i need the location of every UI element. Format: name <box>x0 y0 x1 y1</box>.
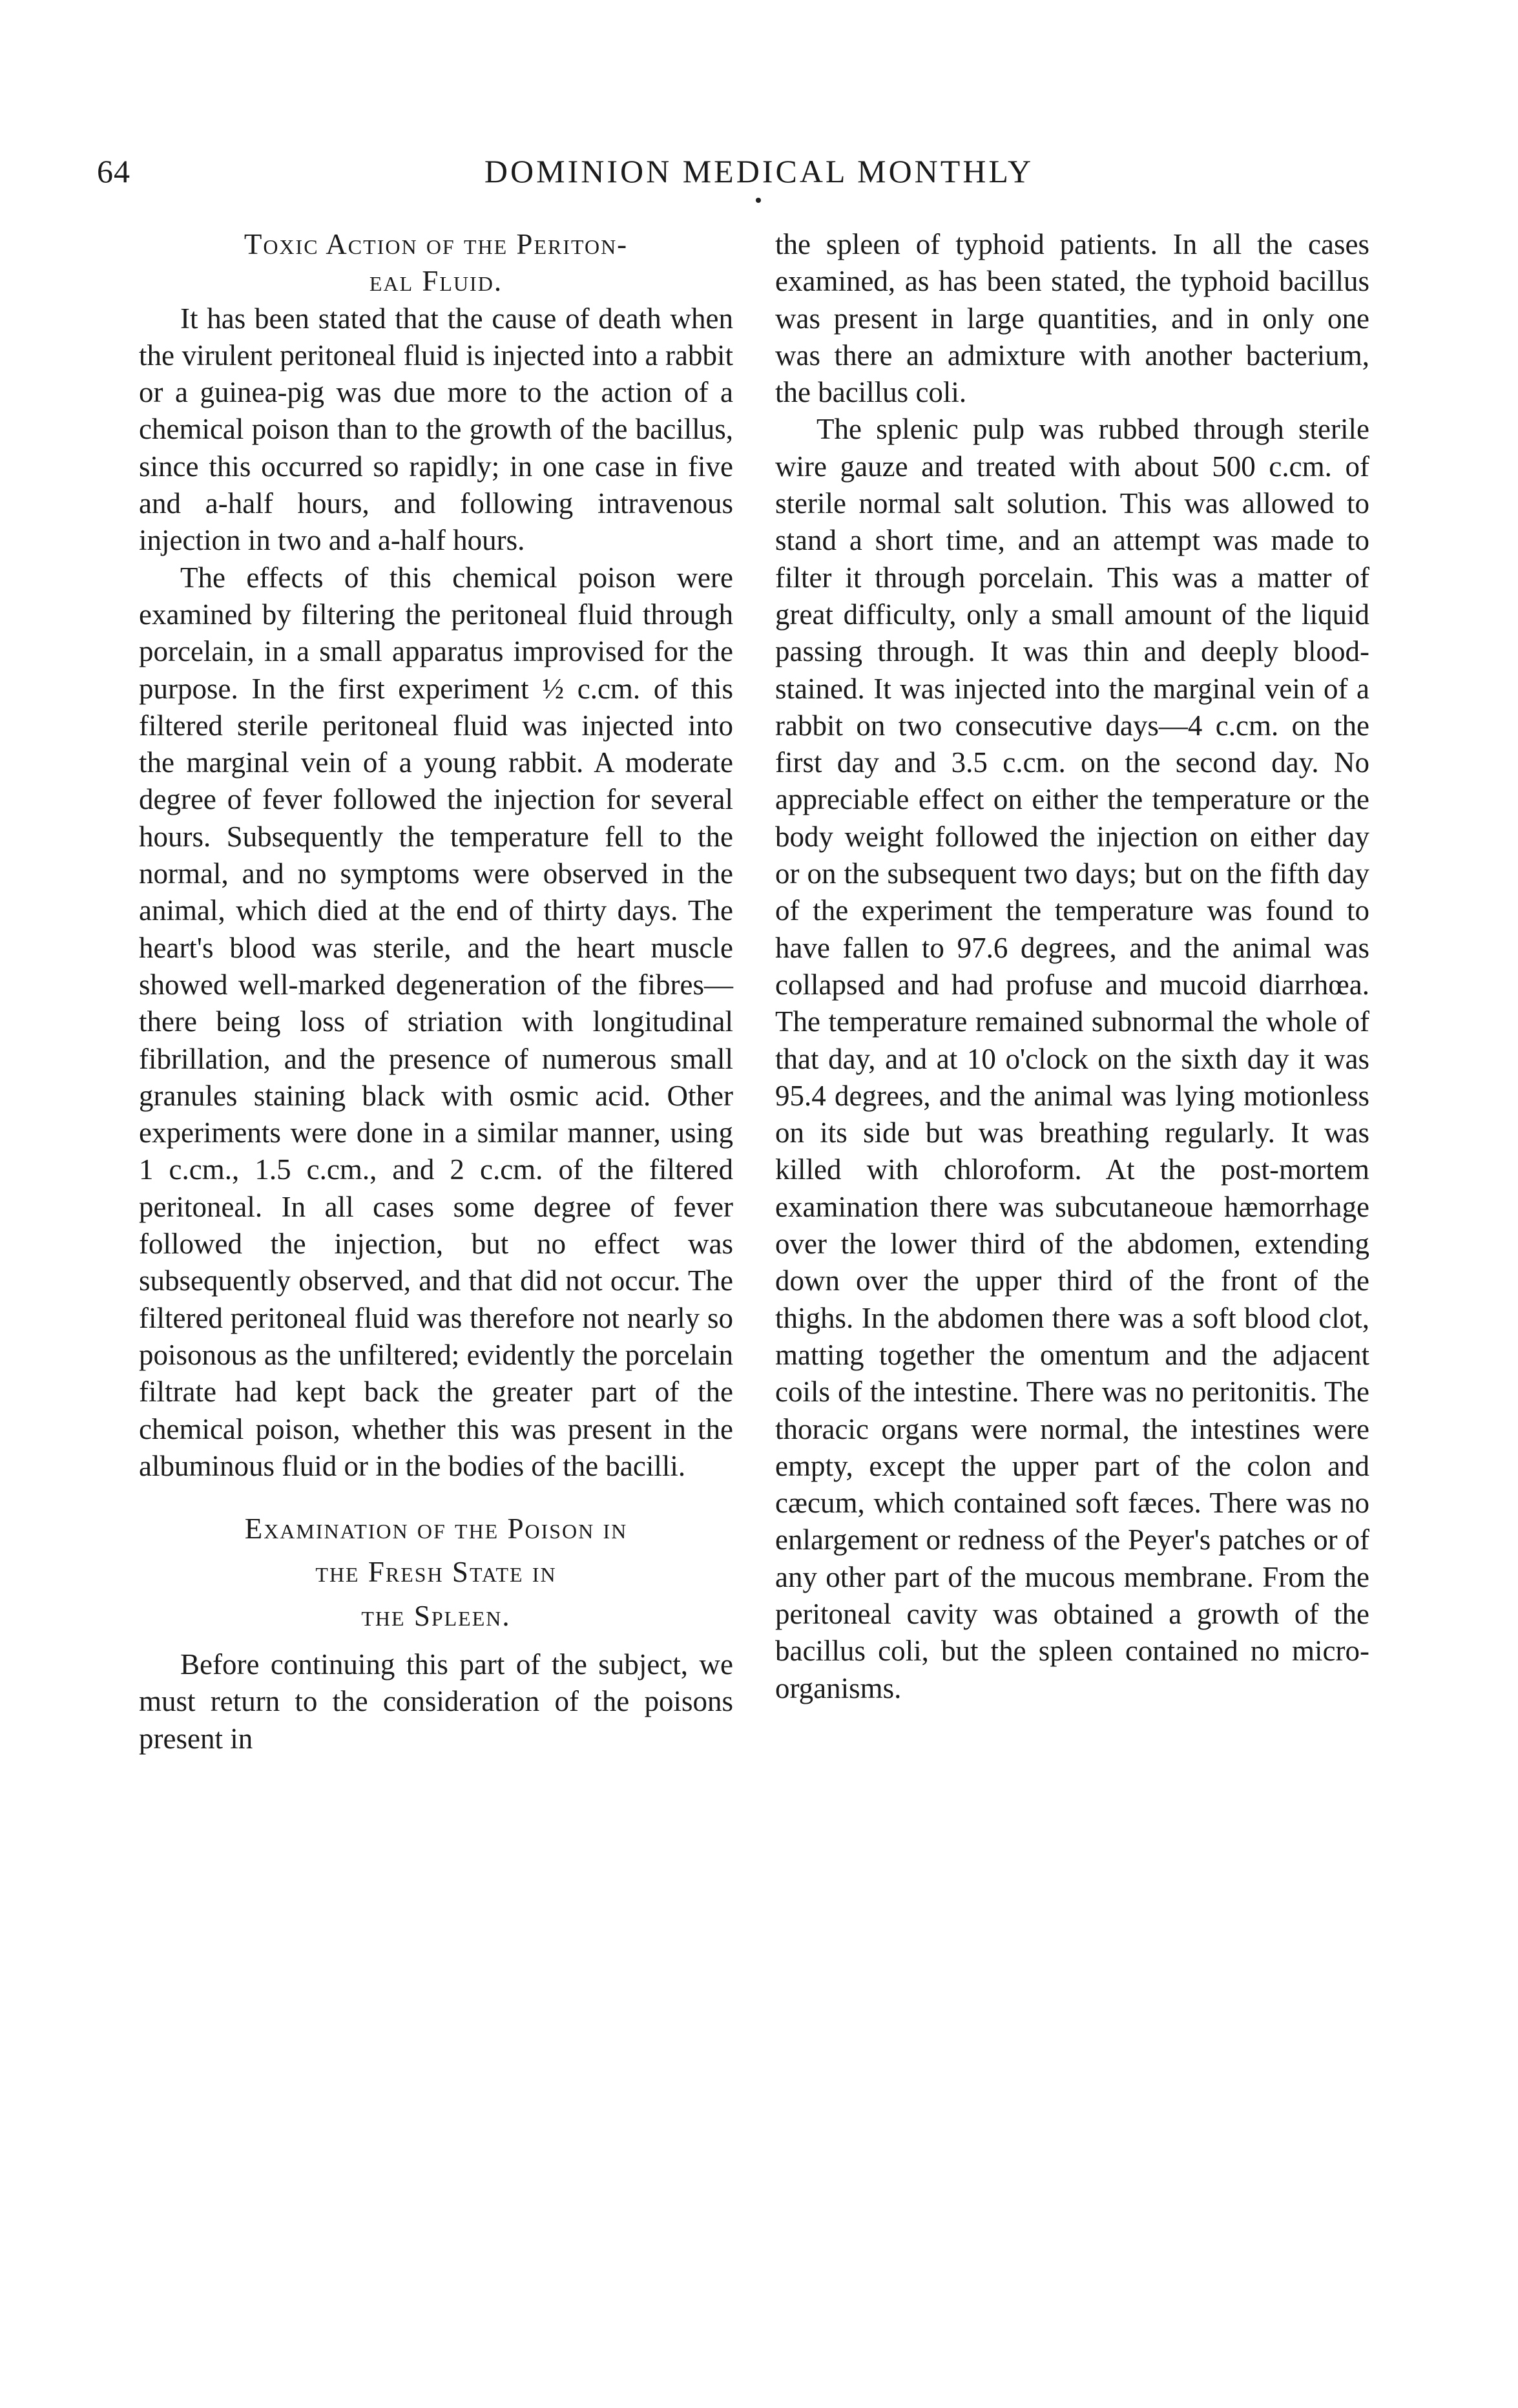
section-heading-line: the Spleen. <box>361 1599 511 1632</box>
section-heading-line: Examination of the Poison in <box>244 1513 628 1545</box>
section-heading-examination <box>139 1511 733 1635</box>
section-heading-line: the Fresh State in <box>315 1556 557 1589</box>
paragraph: It has been stated that the cause of death when the virulent peritoneal fluid is injected into a rabbit or a guinea-pig was due more to the action of a chemical poison than to the growth of the bacillus, since this occurred so rapidly; in one case in five and a-half hours, and following intravenous injection in two and a-half hours. <box>139 302 733 557</box>
paragraph: The splenic pulp was rubbed through sterile wire gauze and treated with about 500 c.cm. of sterile normal salt solution. This was allowed to stand a short time, and an attempt was made to filter it through porcelain. This was a matter of great difficulty, only a small amount of the liquid passing through. It was thin and deeply blood-stained. It was injected into the marginal vein of a rabbit on two consecutive days—4 c.cm. on the first day and 3.5 c.cm. on the second day. No appreciable effect on either the temperature or the body weight followed the injection on either day or on the subsequent two days; but on the fifth day of the experiment the temperature was found to have fallen to 97.6 degrees, and the animal was collapsed and had profuse and mucoid diarrhœa. The temperature remained subnormal the whole of that day, and at 10 o'clock on the sixth day it was 95.4 degrees, and the animal was lying motionless on its side but was breathing regularly. It was killed with chloroform. At the post-mortem examination there was subcutaneoue hæmorrhage over the lower third of the abdomen, extending down over the upper third of the front of the thighs. In the abdomen there was a soft blood clot, matting together the omentum and the adjacent coils of the intestine. There was no peritonitis. The thoracic organs were normal, the intestines were empty, except the upper part of the colon and cæcum, which contained soft fæces. There was no enlargement or redness of the Peyer's patches or of any other part of the mucous membrane. From the peritoneal cavity was obtained a growth of the bacillus coli, but the spleen contained no micro-organisms. <box>775 413 1369 1704</box>
section-heading-toxic-action <box>139 226 733 300</box>
section-heading-line: eal Fluid. <box>369 265 503 298</box>
page-number: 64 <box>97 153 130 189</box>
paragraph: The effects of this chemical poison were examined by filtering the peritoneal fluid through porcelain, in a small apparatus improvised for the purpose. In the first experiment ½ c.cm. of this filtered sterile peritoneal fluid was injected into the marginal vein of a young rabbit. A moderate degree of fever followed the injection for several hours. Subsequently the temperature fell to the normal, and no symptoms were observed in the animal, which died at the end of thirty days. The heart's blood was sterile, and the heart muscle showed well-marked degeneration of the fibres—there being loss of striation with longitudinal fibrillation, and the presence of numerous small granules staining black with osmic acid. Other experiments were done in a similar manner, using 1 c.cm., 1.5 c.cm., and 2 c.cm. of the filtered peritoneal. In all cases some degree of fever followed the injection, but no effect was subsequently observed, and that did not occur. The filtered peritoneal fluid was therefore not nearly so poisonous as the unfiltered; evidently the porcelain filtrate had kept back the greater part of the chemical poison, whether this was present in the albuminous fluid or in the bodies of the bacilli. <box>139 561 733 1482</box>
left-column <box>139 226 733 1757</box>
section-heading-line: Toxic Action of the Periton- <box>244 228 629 260</box>
right-column <box>775 226 1369 1707</box>
paragraph: the spleen of typhoid patients. In all the cases examined, as has been stated, the typhoid bacillus was present in large quantities, and in only one was there an admixture with another bacterium, the bacillus coli. <box>775 228 1369 409</box>
running-head: DOMINION MEDICAL MONTHLY <box>484 153 1034 189</box>
paragraph: Before continuing this part of the subject, we must return to the consideration of the poisons present in <box>139 1648 733 1755</box>
header-dot <box>756 198 761 203</box>
